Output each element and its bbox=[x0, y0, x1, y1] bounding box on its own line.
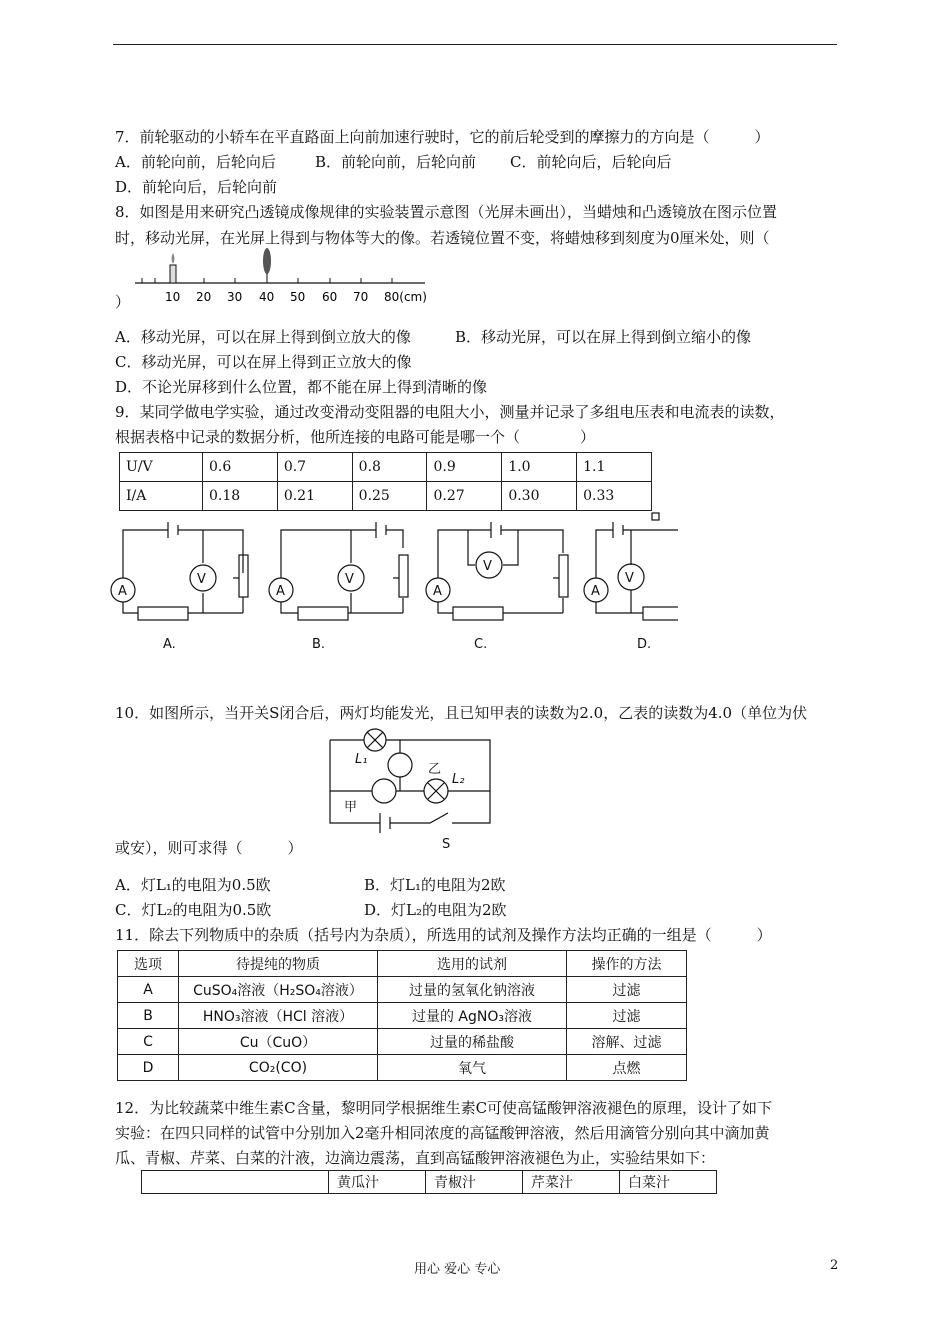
ammeter-symbol: A bbox=[433, 584, 442, 599]
q10-stem-line2: 或安），则可求得（ ） bbox=[115, 839, 303, 857]
table-cell: 0.30 bbox=[502, 482, 577, 511]
table-cell: 0.6 bbox=[203, 453, 278, 482]
table-row bbox=[118, 1029, 687, 1055]
ruler-label: 50 bbox=[290, 290, 306, 304]
q12-line3: 瓜、青椒、芹菜、白菜的汁液，边滴边震荡，直到高锰酸钾溶液褪色为止，实验结果如下： bbox=[115, 1149, 716, 1167]
q12-line2: 实验：在四只同样的试管中分别加入2毫升相同浓度的高锰酸钾溶液，然后用滴管分别向其中滴加黄 bbox=[115, 1124, 770, 1142]
ruler-label: 80(cm) bbox=[384, 290, 427, 304]
q8-option-b: B．移动光屏，可以在屏上得到倒立缩小的像 bbox=[455, 328, 752, 346]
table-cell: I/A bbox=[120, 482, 203, 511]
table-cell: 过滤 bbox=[567, 977, 687, 1003]
candle-icon bbox=[170, 253, 176, 283]
table-cell: CO₂(CO) bbox=[179, 1055, 378, 1081]
q8-stem-line2: 时，移动光屏，在光屏上得到与物体等大的像。若透镜位置不变，将蜡烛移到刻度为0厘米处，则（ bbox=[115, 229, 770, 247]
table-header-cell: 青椒汁 bbox=[426, 1171, 523, 1194]
q10-option-b: B．灯L₁的电阻为2欧 bbox=[364, 876, 506, 894]
optical-bench-figure bbox=[130, 245, 440, 307]
table-cell: U/V bbox=[120, 453, 203, 482]
table-cell: 过量的氢氧化钠溶液 bbox=[378, 977, 567, 1003]
table-header-cell: 待提纯的物质 bbox=[179, 951, 378, 977]
q11-table bbox=[117, 950, 687, 1081]
table-cell: HNO₃溶液（HCl 溶液） bbox=[179, 1003, 378, 1029]
voltmeter-symbol: V bbox=[197, 572, 206, 587]
table-row bbox=[120, 453, 652, 482]
table-header-cell: 选项 bbox=[118, 951, 179, 977]
lens-icon bbox=[263, 248, 271, 283]
table-row bbox=[118, 1055, 687, 1081]
table-cell: 氧气 bbox=[378, 1055, 567, 1081]
table-header-cell: 操作的方法 bbox=[567, 951, 687, 977]
ruler-label: 40 bbox=[259, 290, 275, 304]
table-cell: 0.7 bbox=[277, 453, 352, 482]
table-cell: 过量的稀盐酸 bbox=[378, 1029, 567, 1055]
ruler-label: 70 bbox=[353, 290, 369, 304]
table-cell: 0.18 bbox=[203, 482, 278, 511]
q11-stem: 11．除去下列物质中的杂质（括号内为杂质），所选用的试剂及操作方法均正确的一组是（ ） bbox=[115, 926, 772, 944]
q7-option-b: B．前轮向前，后轮向前 bbox=[315, 153, 477, 171]
q7-option-a: A．前轮向前，后轮向后 bbox=[115, 153, 276, 171]
ruler-label: 20 bbox=[196, 290, 212, 304]
meter-jia-label: 甲 bbox=[344, 800, 358, 815]
q10-option-a: A．灯L₁的电阻为0.5欧 bbox=[115, 876, 271, 894]
table-cell: B bbox=[118, 1003, 179, 1029]
lamp-l1-label: L₁ bbox=[355, 752, 368, 767]
q7-option-c: C．前轮向后，后轮向后 bbox=[510, 153, 672, 171]
q10-circuit-diagram bbox=[320, 725, 505, 853]
table-cell: D bbox=[118, 1055, 179, 1081]
ammeter-symbol: A bbox=[591, 584, 600, 599]
q10-option-c: C．灯L₂的电阻为0.5欧 bbox=[115, 901, 272, 919]
q7-stem: 7．前轮驱动的小轿车在平直路面上向前加速行驶时，它的前后轮受到的摩擦力的方向是（ ） bbox=[115, 128, 770, 146]
table-cell: Cu（CuO） bbox=[179, 1029, 378, 1055]
q8-option-d: D．不论光屏移到什么位置，都不能在屏上得到清晰的像 bbox=[115, 378, 488, 396]
table-cell: C bbox=[118, 1029, 179, 1055]
q10-stem-line1: 10．如图所示，当开关S闭合后，两灯均能发光，且已知甲表的读数为2.0，乙表的读数为4.0（单位为伏 bbox=[115, 704, 808, 722]
circuit-label: A. bbox=[163, 637, 176, 652]
q9-data-table bbox=[119, 452, 652, 511]
table-cell: 0.21 bbox=[277, 482, 352, 511]
ruler-label: 60 bbox=[322, 290, 338, 304]
ammeter-symbol: A bbox=[118, 584, 127, 599]
ruler-label: 10 bbox=[165, 290, 181, 304]
ammeter-symbol: A bbox=[276, 584, 285, 599]
table-header-cell: 黄瓜汁 bbox=[329, 1171, 426, 1194]
ruler-label: 30 bbox=[227, 290, 243, 304]
q9-stem-line2: 根据表格中记录的数据分析，他所连接的电路可能是哪一个（ ） bbox=[115, 428, 596, 446]
q7-option-d: D．前轮向后，后轮向前 bbox=[115, 178, 278, 196]
q9-stem-line1: 9．某同学做电学实验，通过改变滑动变阻器的电阻大小，测量并记录了多组电压表和电流表的读数， bbox=[115, 403, 785, 421]
table-header-cell: 芹菜汁 bbox=[523, 1171, 620, 1194]
lamp-l2-label: L₂ bbox=[452, 772, 465, 787]
table-header-row bbox=[142, 1171, 717, 1194]
circuit-label: D. bbox=[637, 637, 652, 652]
q8-option-a: A．移动光屏，可以在屏上得到倒立放大的像 bbox=[115, 328, 411, 346]
table-cell: 过滤 bbox=[567, 1003, 687, 1029]
table-cell: 过量的 AgNO₃溶液 bbox=[378, 1003, 567, 1029]
table-cell: 0.33 bbox=[577, 482, 652, 511]
voltmeter-symbol: V bbox=[625, 571, 634, 586]
voltmeter-symbol: V bbox=[483, 559, 492, 574]
q8-answer-paren: ） bbox=[115, 293, 131, 311]
q12-line1: 12．为比较蔬菜中维生素C含量，黎明同学根据维生素C可使高锰酸钾溶液褪色的原理，设计了如下 bbox=[115, 1099, 773, 1117]
voltmeter-symbol: V bbox=[345, 572, 354, 587]
table-header-cell bbox=[142, 1171, 329, 1194]
table-row bbox=[118, 977, 687, 1003]
table-cell: 溶解、过滤 bbox=[567, 1029, 687, 1055]
footer-motto: 用心 爱心 专心 bbox=[414, 1262, 501, 1277]
table-cell: 0.8 bbox=[352, 453, 427, 482]
table-cell: 点燃 bbox=[567, 1055, 687, 1081]
table-cell: 1.0 bbox=[502, 453, 577, 482]
meter-yi-label: 乙 bbox=[428, 762, 442, 777]
q9-circuit-diagrams bbox=[108, 510, 678, 660]
q10-option-d: D．灯L₂的电阻为2欧 bbox=[364, 901, 507, 919]
table-row bbox=[120, 482, 652, 511]
table-cell: 0.9 bbox=[427, 453, 502, 482]
table-row bbox=[118, 1003, 687, 1029]
page-number: 2 bbox=[830, 1258, 839, 1273]
circuit-label: B. bbox=[312, 637, 326, 652]
table-header-row bbox=[118, 951, 687, 977]
table-cell: A bbox=[118, 977, 179, 1003]
table-cell: 1.1 bbox=[577, 453, 652, 482]
header-rule bbox=[113, 44, 837, 45]
switch-label: S bbox=[442, 837, 451, 852]
table-cell: 0.27 bbox=[427, 482, 502, 511]
circuit-label: C. bbox=[474, 637, 488, 652]
q12-table bbox=[141, 1170, 717, 1194]
q8-stem-line1: 8．如图是用来研究凸透镜成像规律的实验装置示意图（光屏未画出），当蜡烛和凸透镜放在图示位置 bbox=[115, 203, 778, 221]
table-cell: 0.25 bbox=[352, 482, 427, 511]
table-header-cell: 选用的试剂 bbox=[378, 951, 567, 977]
q8-option-c: C．移动光屏，可以在屏上得到正立放大的像 bbox=[115, 353, 412, 371]
table-header-cell: 白菜汁 bbox=[620, 1171, 717, 1194]
table-cell: CuSO₄溶液（H₂SO₄溶液） bbox=[179, 977, 378, 1003]
